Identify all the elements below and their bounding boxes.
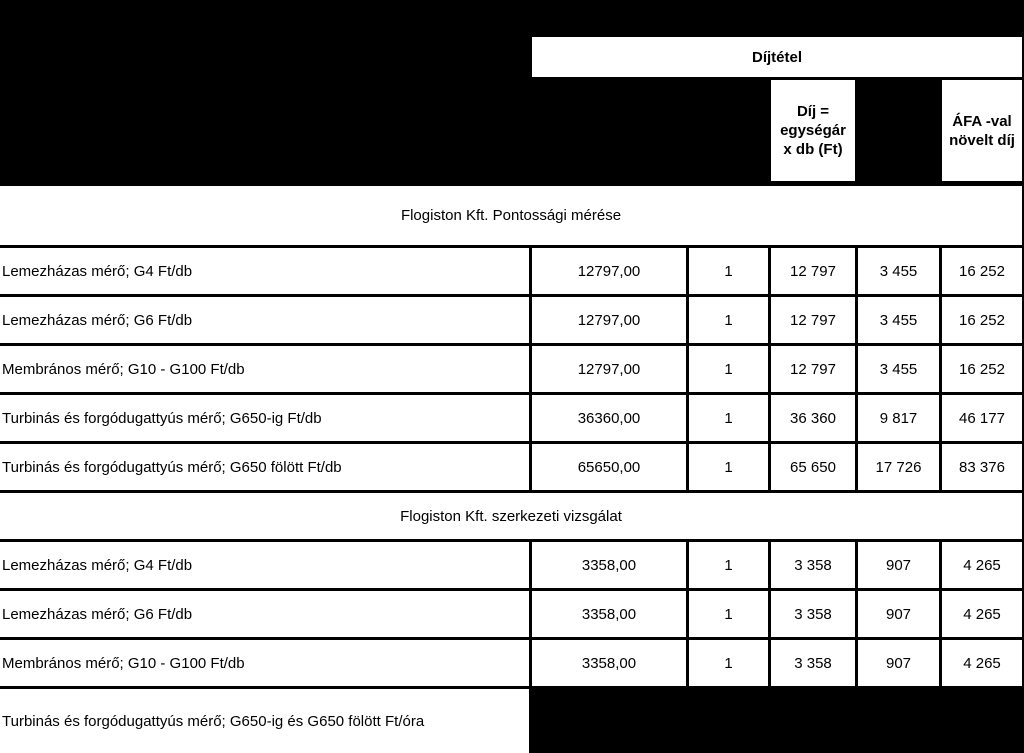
fee-cell: 3 358 [771, 542, 855, 588]
table-row-label: Membrános mérő; G10 - G100 Ft/db [0, 640, 529, 686]
table-row-label: Membrános mérő; G10 - G100 Ft/db [0, 346, 529, 392]
fee-cell: 12 797 [771, 346, 855, 392]
unit-price-cell: 12797,00 [532, 248, 686, 294]
table-row-label: Lemezházas mérő; G6 Ft/db [0, 297, 529, 343]
vat-cell: 907 [858, 591, 939, 637]
quantity-cell: 1 [689, 346, 768, 392]
quantity-cell: 1 [689, 542, 768, 588]
header-fee-line3: x db (Ft) [783, 141, 843, 158]
fee-cell: 3 358 [771, 591, 855, 637]
table-row-label: Turbinás és forgódugattyús mérő; G650-ig Ft/db [0, 395, 529, 441]
total-cell: 16 252 [942, 248, 1022, 294]
total-cell: 4 265 [942, 542, 1022, 588]
unit-price-cell: 65650,00 [532, 444, 686, 490]
vat-cell: 907 [858, 640, 939, 686]
fee-cell: 12 797 [771, 297, 855, 343]
quantity-cell: 1 [689, 248, 768, 294]
vat-cell: 3 455 [858, 297, 939, 343]
unit-price-cell: 3358,00 [532, 542, 686, 588]
header-fee-line2: egységár [780, 122, 846, 139]
total-cell: 46 177 [942, 395, 1022, 441]
header-dijtetel: Díjtétel [532, 37, 1022, 77]
header-vat-line1: ÁFA -val [952, 112, 1012, 130]
fee-cell: 36 360 [771, 395, 855, 441]
quantity-cell: 1 [689, 297, 768, 343]
total-cell: 16 252 [942, 346, 1022, 392]
fee-cell: 65 650 [771, 444, 855, 490]
vat-cell: 907 [858, 542, 939, 588]
total-cell: 16 252 [942, 297, 1022, 343]
unit-price-cell: 36360,00 [532, 395, 686, 441]
unit-price-cell: 3358,00 [532, 640, 686, 686]
vat-cell: 3 455 [858, 248, 939, 294]
vat-cell: 17 726 [858, 444, 939, 490]
section-title-accuracy: Flogiston Kft. Pontossági mérése [0, 186, 1022, 245]
table-row-label: Lemezházas mérő; G4 Ft/db [0, 248, 529, 294]
table-row-label: Turbinás és forgódugattyús mérő; G650 fölött Ft/db [0, 444, 529, 490]
header-fee-line1: Díj = [796, 103, 830, 120]
header-vat-column [942, 80, 1022, 181]
quantity-cell: 1 [689, 591, 768, 637]
total-cell: 4 265 [942, 591, 1022, 637]
fee-cell: 12 797 [771, 248, 855, 294]
table-row-label: Lemezházas mérő; G6 Ft/db [0, 591, 529, 637]
quantity-cell: 1 [689, 640, 768, 686]
table-row-label: Lemezházas mérő; G4 Ft/db [0, 542, 529, 588]
unit-price-cell: 3358,00 [532, 591, 686, 637]
unit-price-cell: 12797,00 [532, 346, 686, 392]
total-cell: 83 376 [942, 444, 1022, 490]
section-title-structural: Flogiston Kft. szerkezeti vizsgálat [0, 493, 1022, 539]
quantity-cell: 1 [689, 444, 768, 490]
vat-cell: 3 455 [858, 346, 939, 392]
table-row-label-hourly: Turbinás és forgódugattyús mérő; G650-ig és G650 fölött Ft/óra [0, 689, 529, 753]
vat-cell: 9 817 [858, 395, 939, 441]
header-vat-line2: növelt díj [949, 131, 1015, 149]
total-cell: 4 265 [942, 640, 1022, 686]
unit-price-cell: 12797,00 [532, 297, 686, 343]
fee-cell: 3 358 [771, 640, 855, 686]
quantity-cell: 1 [689, 395, 768, 441]
header-fee-column [771, 80, 855, 181]
